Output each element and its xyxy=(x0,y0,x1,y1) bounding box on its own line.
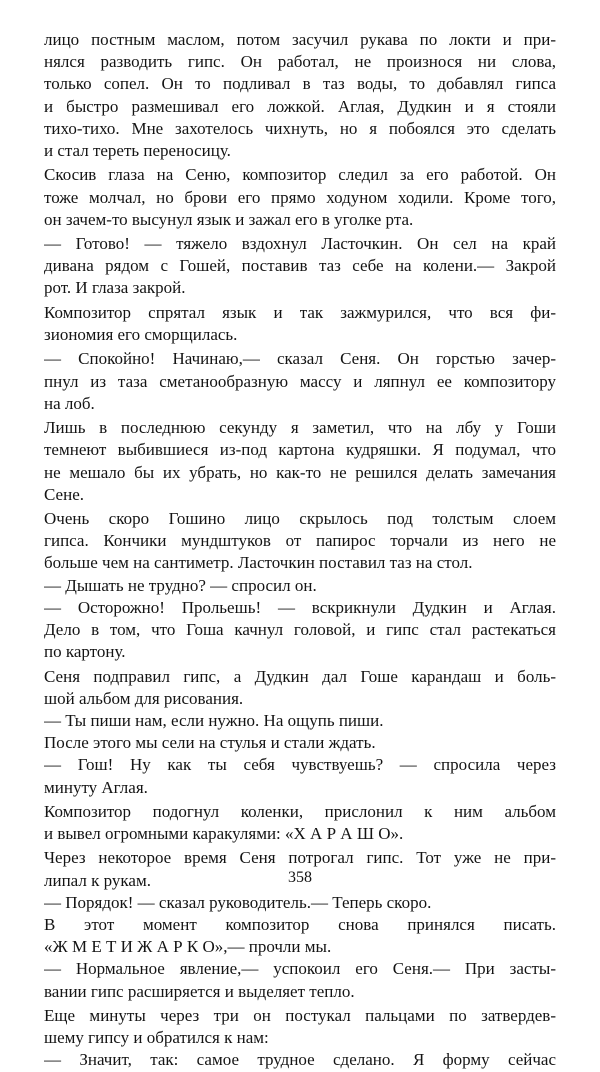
text-line: только сопел. Он то подливал в таз воды, то добавлял гипса xyxy=(44,74,556,94)
text-line: вании гипс расширяется и выделяет тепло. xyxy=(44,981,355,1001)
text-line: Композитор подогнул коленки, прислонил к ним альбом xyxy=(44,801,556,821)
text-line: — Значит, так: самое трудное сделано. Я форму сейчас xyxy=(44,1050,556,1070)
text-line: Скосив глаза на Сеню, композитор следил за его работой. Он xyxy=(44,165,556,185)
text-line: В этот момент композитор снова принялся писать. xyxy=(44,915,556,934)
text-line: «Ж М Е Т И Ж А Р К О»,— прочли мы. xyxy=(44,937,332,957)
text-line: по картону. xyxy=(44,642,126,662)
text-line: Через некоторое время Сеня потрогал гипс. Тот уже не при- xyxy=(44,848,556,868)
text-line: пнул из таза сметанообразную массу и ляпнул ее композитору xyxy=(44,371,556,391)
text-line: лицо постным маслом, потом засучил рукава по локти и при- xyxy=(44,30,556,49)
text-line: — Гош! Ну как ты себя чувствуешь? — спросила через xyxy=(44,755,556,775)
text-line: темнеют выбившиеся из-под картона кудряшки. Я подумал, что xyxy=(44,440,556,460)
text-line: тоже молчал, но брови его прямо ходуном ходили. Кроме того, xyxy=(44,187,556,207)
text-line: зиономия его сморщилась. xyxy=(44,325,238,344)
text-line: — Дышать не трудно? — спросил он. xyxy=(44,575,317,595)
text-line: не мешало бы их убрать, но как-то не решился делать замечания xyxy=(44,462,556,482)
text-line: Очень скоро Гошино лицо скрылось под толстым слоем xyxy=(44,509,556,529)
text-line: тихо-тихо. Мне захотелось чихнуть, но я побоялся это сделать xyxy=(44,118,556,138)
text-line: нялся разводить гипс. Он работал, не произнося ни слова, xyxy=(44,52,556,72)
text-line: — Ты пиши нам, если нужно. На ощупь пиши. xyxy=(44,710,384,730)
text-line: — Осторожно! Прольешь! — вскрикнули Дудкин и Аглая. xyxy=(44,597,556,617)
text-line: Композитор спрятал язык и так зажмурился, что вся фи- xyxy=(44,302,556,322)
text-line: на лоб. xyxy=(44,393,95,413)
page-number: 358 xyxy=(288,869,312,886)
text-line: Сеня подправил гипс, а Дудкин дал Гоше карандаш и боль- xyxy=(44,666,556,686)
text-line: шему гипсу и обратился к нам: xyxy=(44,1028,269,1048)
text-line: После этого мы сели на стулья и стали ждать. xyxy=(44,733,376,753)
text-line: Дело в том, что Гоша качнул головой, и гипс стал растекаться xyxy=(44,620,556,639)
text-line: липал к рукам. xyxy=(44,870,151,890)
text-line: он зачем-то высунул язык и зажал его в уголке рта. xyxy=(44,209,414,229)
text-line: гипса. Кончики мундштуков от папирос торчали из него не xyxy=(44,531,556,551)
text-line: и стал тереть переносицу. xyxy=(44,140,231,160)
text-line: Сене. xyxy=(44,484,84,504)
text-line: рот. И глаза закрой. xyxy=(44,278,186,298)
text-line: Лишь в последнюю секунду я заметил, что на лбу у Гоши xyxy=(44,418,556,438)
text-line: — Спокойно! Начинаю,— сказал Сеня. Он горстью зачер- xyxy=(44,349,556,369)
text-line: минуту Аглая. xyxy=(44,777,148,797)
text-line: Еще минуты через три он постукал пальцами по затвердев- xyxy=(44,1005,556,1025)
text-line: больше чем на сантиметр. Ласточкин поставил таз на стол. xyxy=(44,553,473,573)
text-line: дивана рядом с Гошей, поставив таз себе на колени.— Закрой xyxy=(44,256,556,276)
text-line: — Нормальное явление,— успокоил его Сеня.— При засты- xyxy=(44,959,556,979)
text-line: — Порядок! — сказал руководитель.— Теперь скоро. xyxy=(44,892,432,912)
text-line: и быстро размешивал его ложкой. Аглая, Дудкин и я стояли xyxy=(44,96,556,116)
text-line: — Готово! — тяжело вздохнул Ласточкин. Он сел на край xyxy=(44,234,556,254)
text-line: и вывел огромными каракулями: «Х А Р А Ш О». xyxy=(44,824,404,844)
body-text xyxy=(44,29,556,1072)
text-line: шой альбом для рисования. xyxy=(44,688,244,708)
